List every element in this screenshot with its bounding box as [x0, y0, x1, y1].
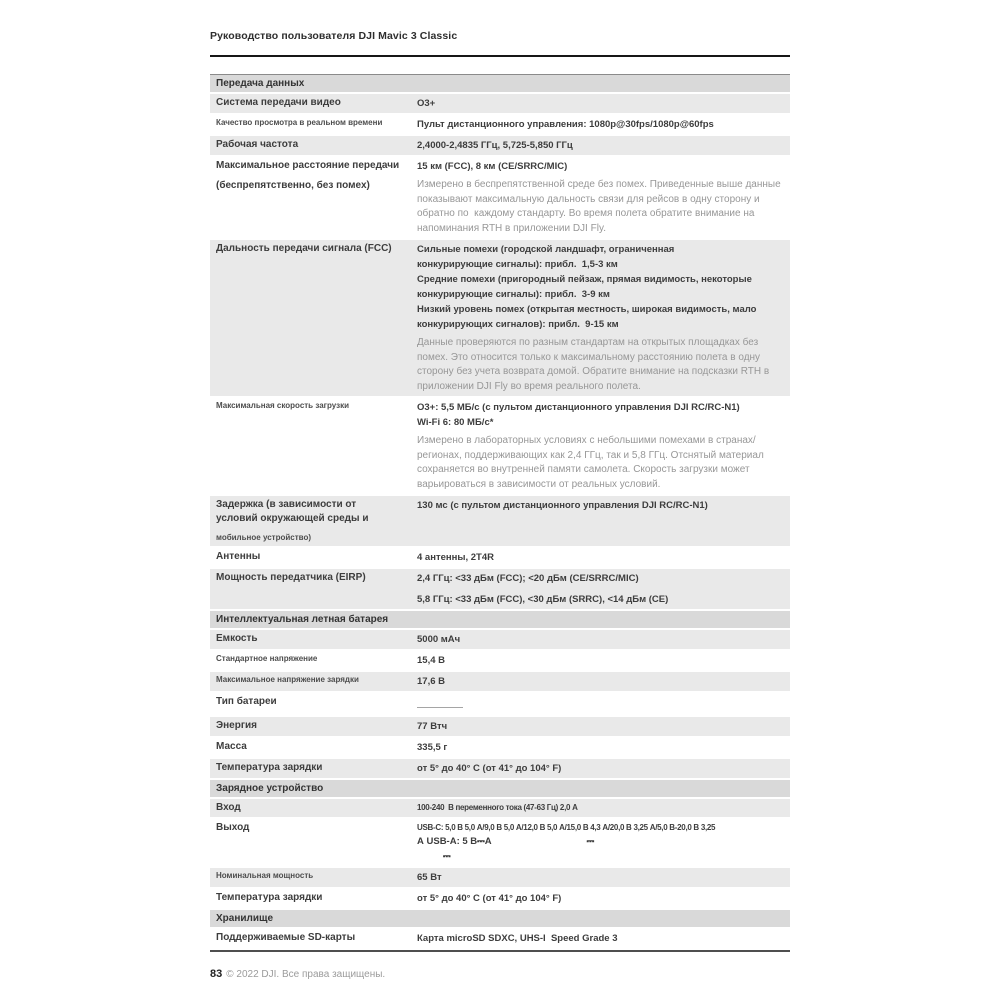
value-text: 65 Вт [417, 872, 442, 883]
table-row [210, 94, 790, 115]
value-text: O3+ [417, 98, 436, 109]
spec-value [417, 240, 790, 396]
table-row [210, 819, 790, 868]
page-footer [210, 964, 790, 982]
value-text: Пульт дистанционного управления: 1080p@30fps/1080p@60fps [417, 119, 714, 130]
value-text: O3+: 5,5 МБ/с (с пультом дистанционного управления DJI RC/RC-N1) [417, 402, 740, 413]
placeholder-dash [417, 699, 463, 708]
spec-value [417, 398, 790, 494]
value-text: 4 антенны, 2T4R [417, 552, 494, 563]
section-title: Передача данных [216, 78, 305, 89]
value-line [417, 159, 786, 174]
spec-label [210, 136, 417, 155]
value-text: 335,5 г [417, 742, 448, 753]
spec-label [210, 929, 417, 948]
label-line: Тип батареи [216, 696, 277, 707]
spec-value [417, 94, 790, 113]
table-row [210, 759, 790, 780]
spec-label [210, 799, 417, 817]
section-title: Зарядное устройство [216, 783, 324, 794]
value-text: Карта microSD SDXC, UHS-I Speed Grade 3 [417, 933, 618, 944]
spec-value [417, 630, 790, 649]
value-text: конкурирующие сигналы): прибл. 1,5-3 км [417, 259, 618, 270]
spec-value [417, 799, 790, 817]
section-row [210, 780, 790, 799]
value-line [417, 870, 786, 885]
value-text: 77 Втч [417, 721, 448, 732]
value-text: А USB-A: 5 В⎓А [417, 836, 492, 847]
value-text: конкурирующих сигналов): прибл. 9-15 км [417, 319, 619, 330]
value-line [443, 849, 786, 864]
table-row [210, 672, 790, 693]
spec-table [210, 74, 790, 952]
label-line: Рабочая частота [216, 139, 299, 150]
value-text: 130 мс (с пультом дистанционного управления DJI RC/RC-N1) [417, 500, 708, 511]
spec-value [417, 157, 790, 238]
table-row [210, 799, 790, 819]
value-text: USB-C: 5,0 В 5,0 А/9,0 В 5,0 А/12,0 В 5,0 А/15,0 В 4,3 А/20,0 В 3,25 А/5,0 В-20,0 В 3,25 [417, 823, 716, 832]
value-line [417, 931, 786, 946]
value-line [417, 834, 786, 849]
note-paragraph [417, 336, 786, 394]
value-line [417, 632, 786, 647]
value-text: Данные проверяются по разным стандартам на открытых площадках без помех. Это относится только к максимальному расстоянию полета в одну сторону без учета возврата домой. Обратите внимание на подсказки RTH в приложении DJI Fly во время реального полета. [417, 337, 773, 392]
value-text: 100-240 В переменного тока (47-63 Гц) 2,0 А [417, 803, 578, 812]
document-page [210, 0, 790, 982]
spec-label [210, 651, 417, 670]
label-line: Энергия [216, 720, 257, 731]
spec-label [210, 548, 417, 567]
spec-label [210, 672, 417, 691]
spec-value [417, 929, 790, 948]
value-text: 15 км (FCC), 8 км (CE/SRRC/MIC) [417, 161, 568, 172]
value-line [417, 242, 786, 257]
table-row [210, 630, 790, 651]
spec-value [417, 693, 790, 715]
spec-value [417, 496, 790, 546]
label-line: Вход [216, 802, 241, 813]
value-line [417, 96, 786, 111]
label-line: Система передачи видео [216, 97, 341, 108]
value-text: 5000 мАч [417, 634, 461, 645]
spec-value [417, 115, 790, 134]
value-line [417, 740, 786, 755]
page-number: 83 [210, 968, 223, 980]
spec-value [417, 569, 790, 609]
value-line [417, 592, 786, 607]
value-line [417, 653, 786, 668]
value-line [417, 415, 786, 430]
value-line [417, 117, 786, 132]
value-line [417, 498, 786, 513]
value-text: от 5° до 40° C (от 41° до 104° F) [417, 893, 562, 904]
table-row [210, 651, 790, 672]
spec-value [417, 136, 790, 155]
table-row [210, 693, 790, 717]
label-line: мобильное устройство) [216, 533, 311, 542]
page-title: Руководство пользователя DJI Mavic 3 Classic [210, 30, 458, 42]
value-line [417, 674, 786, 689]
section-title: Хранилище [216, 913, 274, 924]
table-row [210, 548, 790, 569]
value-line [417, 257, 786, 272]
label-line: Температура зарядки [216, 892, 323, 903]
label-line: условий окружающей среды и [216, 513, 369, 524]
value-line [417, 550, 786, 565]
spec-label [210, 496, 417, 546]
value-line [417, 571, 786, 586]
spec-label [210, 157, 417, 238]
label-line: Выход [216, 822, 250, 833]
spec-value [417, 548, 790, 567]
value-line [417, 695, 786, 713]
label-line: Антенны [216, 551, 261, 562]
value-line [417, 317, 786, 332]
spec-value [417, 651, 790, 670]
spec-label [210, 889, 417, 908]
value-text: 2,4 ГГц: <33 дБм (FCC); <20 дБм (CE/SRRC/MIC) [417, 573, 639, 584]
spec-label [210, 819, 417, 866]
spec-label [210, 569, 417, 609]
spec-label [210, 94, 417, 113]
spec-label [210, 717, 417, 736]
spec-label [210, 868, 417, 887]
value-text: Wi-Fi 6: 80 МБ/с* [417, 417, 494, 428]
value-text: 5,8 ГГц: <33 дБм (FCC), <30 дБм (SRRC), <14 дБм (CE) [417, 594, 669, 605]
label-line: Мощность передатчика (EIRP) [216, 572, 366, 583]
label-line: (беспрепятственно, без помех) [216, 180, 370, 191]
label-line: Максимальное расстояние передачи [216, 160, 400, 171]
label-line: Масса [216, 741, 247, 752]
value-text: Измерено в лабораторных условиях с небольшими помехами в странах/регионах, поддерживающих как 2,4 ГГц, так и 5,8 ГГц. Отснятый материал сохраняется во внутренней памяти самолета. Скорость загрузки может варьироваться в зависимости от реальных условий. [417, 435, 767, 490]
label-line: Задержка (в зависимости от [216, 499, 357, 510]
table-row [210, 136, 790, 157]
value-text: от 5° до 40° C (от 41° до 104° F) [417, 763, 562, 774]
value-text: конкурирующие сигналы): прибл. 3-9 км [417, 289, 610, 300]
section-title: Интеллектуальная летная батарея [216, 614, 389, 625]
table-row [210, 929, 790, 950]
spec-value [417, 889, 790, 908]
value-line [417, 761, 786, 776]
label-line: Дальность передачи сигнала (FCC) [216, 243, 392, 254]
value-text: 2,4000-2,4835 ГГц, 5,725-5,850 ГГц [417, 140, 573, 151]
value-line [417, 891, 786, 906]
value-line [417, 138, 786, 153]
label-line: Емкость [216, 633, 258, 644]
spec-label [210, 115, 417, 134]
label-line: Стандартное напряжение [216, 654, 318, 663]
value-line [417, 302, 786, 317]
value-line [417, 801, 786, 814]
section-row [210, 75, 790, 94]
table-row [210, 717, 790, 738]
value-line [417, 400, 786, 415]
table-row [210, 115, 790, 136]
label-line: Поддерживаемые SD-карты [216, 932, 356, 943]
value-text: Сильные помехи (городской ландшафт, ограниченная [417, 244, 675, 255]
table-row [210, 569, 790, 611]
section-row [210, 910, 790, 929]
label-line: Номинальная мощность [216, 871, 314, 880]
table-row [210, 496, 790, 548]
label-line: Температура зарядки [216, 762, 323, 773]
note-paragraph [417, 434, 786, 492]
value-text: Измерено в беспрепятственной среде без помех. Приведенные выше данные показывают максимальную дальность связи для рейсов в одну сторону и обратно по каждому стандарту. Во время полета обратите внимание на напоминания RTH в приложении DJI Fly. [417, 179, 784, 234]
spec-label [210, 738, 417, 757]
value-text: Низкий уровень помех (открытая местность, широкая видимость, мало [417, 304, 757, 315]
value-line [417, 272, 786, 287]
section-row [210, 611, 790, 630]
spec-value [417, 868, 790, 887]
spec-value [417, 759, 790, 778]
spec-label [210, 693, 417, 715]
label-line: Максимальное напряжение зарядки [216, 675, 359, 684]
spec-label [210, 398, 417, 494]
table-row [210, 889, 790, 910]
dc-symbol: ⎓ [586, 836, 595, 847]
table-row [210, 240, 790, 398]
label-line: Максимальная скорость загрузки [216, 401, 349, 410]
value-line [417, 287, 786, 302]
value-text: ⎓ [443, 851, 451, 862]
value-text: 17,6 В [417, 676, 445, 687]
spec-value [417, 717, 790, 736]
spec-value [417, 672, 790, 691]
value-text: 15,4 В [417, 655, 445, 666]
table-row [210, 398, 790, 496]
header-rule [210, 55, 790, 57]
spec-label [210, 759, 417, 778]
spec-label [210, 240, 417, 396]
table-row [210, 738, 790, 759]
note-paragraph [417, 178, 786, 236]
value-line [417, 821, 786, 834]
table-row [210, 157, 790, 240]
table-row [210, 868, 790, 889]
value-text: Средние помехи (пригородный пейзаж, прямая видимость, некоторые [417, 274, 752, 285]
spec-label [210, 630, 417, 649]
copyright-text: © 2022 DJI. Все права защищены. [226, 969, 386, 980]
spec-value [417, 738, 790, 757]
label-line: Качество просмотра в реальном времени [216, 118, 383, 127]
value-line [417, 719, 786, 734]
spec-value [417, 819, 790, 866]
